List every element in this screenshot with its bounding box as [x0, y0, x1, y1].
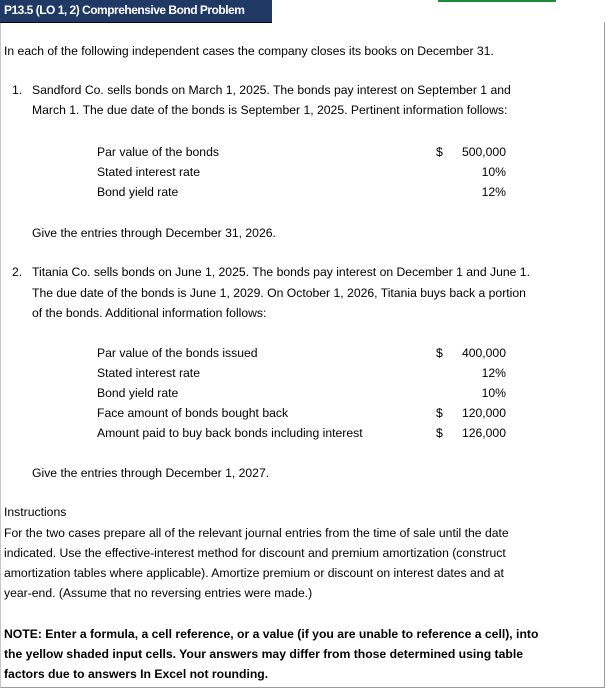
case1-row-value: 500,000 — [461, 145, 506, 159]
case1-line1: Sandford Co. sells bonds on March 1, 2025. The bonds pay interest on September 1 and — [32, 83, 511, 97]
header-accent-bar — [438, 0, 556, 2]
note-line3: factors due to answers In Excel not rounding. — [4, 667, 269, 681]
instructions-line4: year-end. (Assume that no reversing entries were made.) — [4, 586, 313, 600]
case2-row-label: Bond yield rate — [97, 386, 179, 400]
case2-number: 2. — [12, 265, 23, 279]
case2-line3: of the bonds. Additional information follows: — [32, 306, 267, 320]
case2-row-currency: $ — [436, 406, 443, 420]
instructions-line3: amortization tables where applicable). Amortize premium or discount on interest dates and at — [4, 566, 504, 580]
case1-row-label: Stated interest rate — [97, 165, 200, 179]
instructions-line2: indicated. Use the effective-interest method for discount and premium amortization (construct — [4, 546, 506, 560]
case2-row-label: Face amount of bonds bought back — [97, 406, 289, 420]
instructions-heading: Instructions — [4, 505, 67, 519]
case1-line2: March 1. The due date of the bonds is September 1, 2025. Pertinent information follows: — [32, 103, 508, 117]
case2-row-currency: $ — [436, 346, 443, 360]
case2-row-label: Stated interest rate — [97, 366, 200, 380]
instructions-line1: For the two cases prepare all of the relevant journal entries from the time of sale until the date — [4, 526, 509, 540]
case1-instruction: Give the entries through December 31, 2026. — [32, 226, 276, 240]
case1-row-label: Bond yield rate — [97, 185, 179, 199]
case2-row-value: 126,000 — [461, 426, 506, 440]
note-line1: NOTE: Enter a formula, a cell reference, or a value (if you are unable to reference a cell), into — [4, 627, 539, 641]
case2-line2: The due date of the bonds is June 1, 2029. On October 1, 2026, Titania buys back a portion — [32, 286, 526, 300]
case1-row-value: 12% — [481, 185, 506, 199]
case1-row-label: Par value of the bonds — [97, 145, 219, 159]
case2-line1: Titania Co. sells bonds on June 1, 2025. The bonds pay interest on December 1 and June 1. — [32, 265, 530, 279]
case2-row-value: 120,000 — [461, 406, 506, 420]
problem-title: P13.5 (LO 1, 2) Comprehensive Bond Problem — [4, 3, 245, 17]
case2-row-label: Par value of the bonds issued — [97, 346, 258, 360]
case1-row-value: 10% — [481, 165, 506, 179]
case2-row-value: 10% — [481, 386, 506, 400]
case2-row-currency: $ — [436, 426, 443, 440]
case2-row-value: 12% — [481, 366, 506, 380]
problem-title-bar — [0, 0, 272, 23]
case1-number: 1. — [12, 83, 23, 97]
case2-row-label: Amount paid to buy back bonds including interest — [97, 426, 363, 440]
note-line2: the yellow shaded input cells. Your answers may differ from those determined using table — [4, 647, 523, 661]
intro-text: In each of the following independent cases the company closes its books on December 31. — [4, 44, 494, 58]
case1-row-currency: $ — [436, 145, 443, 159]
case2-instruction: Give the entries through December 1, 2027. — [32, 466, 270, 480]
case2-row-value: 400,000 — [461, 346, 506, 360]
